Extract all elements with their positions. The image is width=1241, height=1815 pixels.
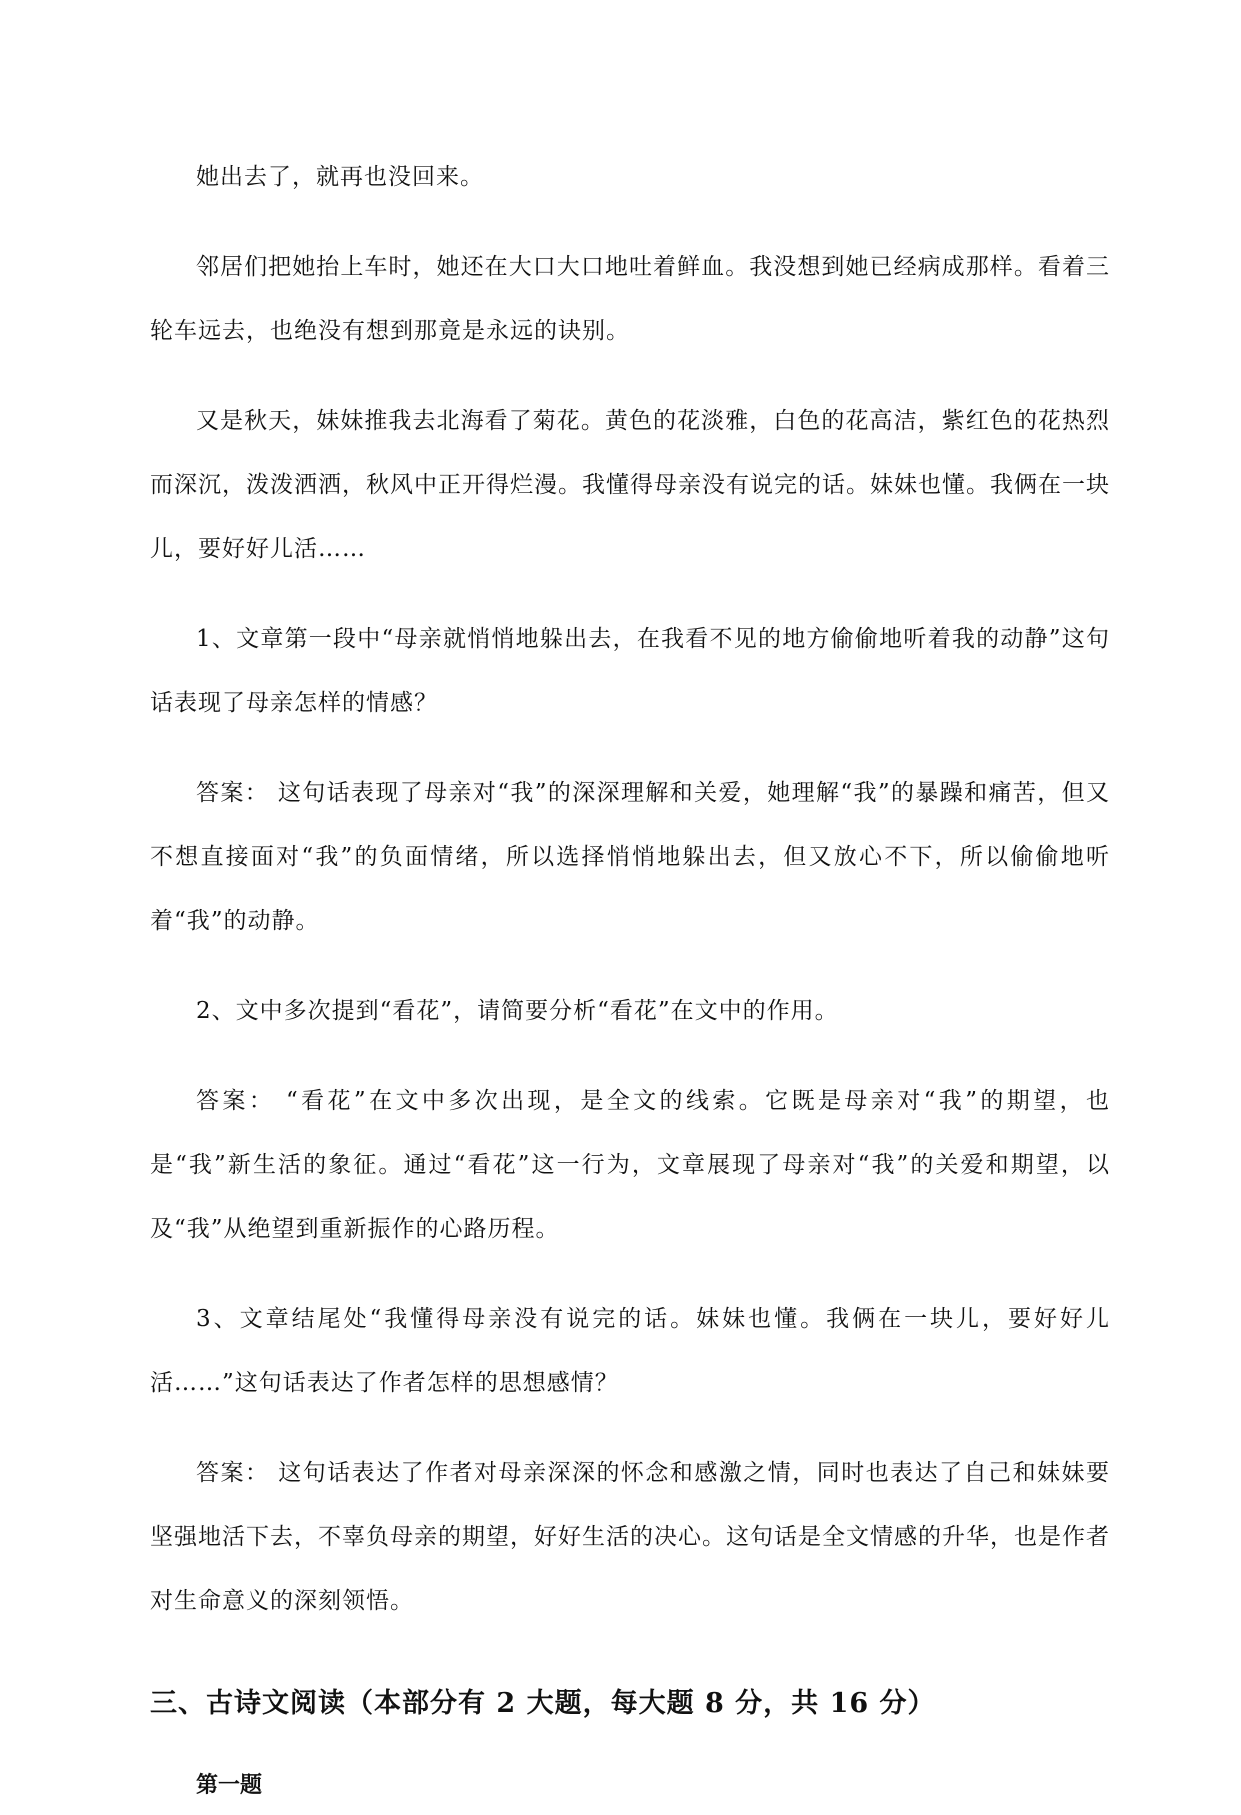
answer-3: 答案： 这句话表达了作者对母亲深深的怀念和感激之情，同时也表达了自己和妹妹要坚强地活下去，不辜负母亲的期望，好好生活的决心。这句话是全文情感的升华，也是作者对生命意义的深刻领悟。 [150,1460,1110,1614]
answer-1: 答案： 这句话表现了母亲对“我”的深深理解和关爱，她理解“我”的暴躁和痛苦，但又不想直接面对“我”的负面情绪，所以选择悄悄地躲出去，但又放心不下，所以偷偷地听着“我”的动静。 [150,780,1110,934]
answer-2: 答案： “看花”在文中多次出现，是全文的线索。它既是母亲对“我”的期望，也是“我”新生活的象征。通过“看花”这一行为，文章展现了母亲对“我”的关爱和期望，以及“我”从绝望到重新振作的心路历程。 [150,1088,1110,1242]
question-2: 2、文中多次提到“看花”，请简要分析“看花”在文中的作用。 [196,998,839,1024]
question-3: 3、文章结尾处“我懂得母亲没有说完的话。妹妹也懂。我俩在一块儿，要好好儿活……”这句话表达了作者怎样的思想感情？ [150,1306,1110,1396]
passage-paragraph-2: 邻居们把她抬上车时，她还在大口大口地吐着鲜血。我没想到她已经病成那样。看着三轮车远去，也绝没有想到那竟是永远的诀别。 [150,254,1110,344]
passage-paragraph-1: 她出去了，就再也没回来。 [196,164,484,190]
passage-paragraph-3: 又是秋天，妹妹推我去北海看了菊花。黄色的花淡雅，白色的花高洁，紫红色的花热烈而深沉，泼泼洒洒，秋风中正开得烂漫。我懂得母亲没有说完的话。妹妹也懂。我俩在一块儿，要好好儿活…… [150,408,1110,562]
section-heading: 三、古诗文阅读（本部分有 2 大题，每大题 8 分，共 16 分） [150,1688,936,1719]
question-1: 1、文章第一段中“母亲就悄悄地躲出去，在我看不见的地方偷偷地听着我的动静”这句话表现了母亲怎样的情感？ [150,626,1110,716]
page-content [150,145,1110,1815]
section-subheading: 第一题 [196,1772,263,1798]
